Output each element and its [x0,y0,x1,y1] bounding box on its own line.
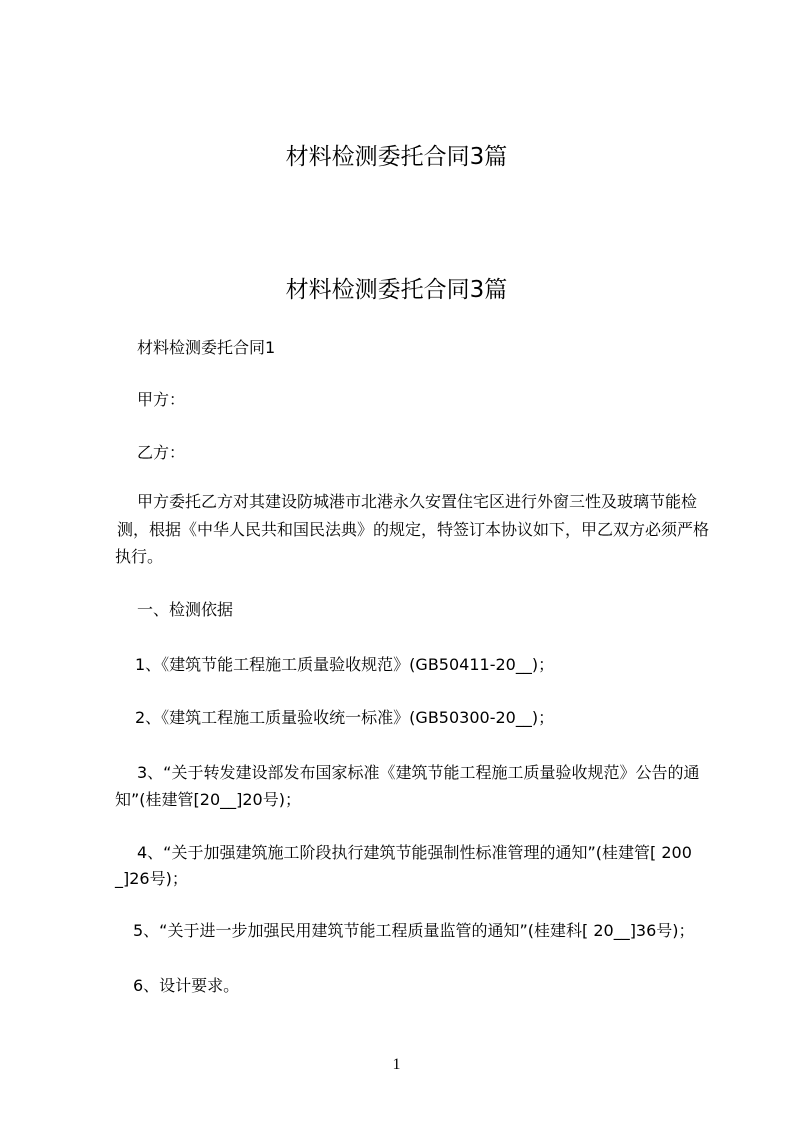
section-heading: 一、检测依据 [137,600,234,619]
basis-item-cont: _]26号)； [115,869,188,888]
basis-item: 5、“关于进一步加强民用建筑节能工程质量监管的通知”(桂建科[ 20__]36号)； [133,921,695,940]
party-b-label: 乙方： [137,443,186,462]
page-number: 1 [392,1056,401,1073]
contract-subtitle: 材料检测委托合同1 [137,338,276,357]
basis-item: 1、《建筑节能工程施工质量验收规范》(GB50411-20__)； [135,655,555,674]
basis-item: 3、“关于转发建设部发布国家标准《建筑节能工程施工质量验收规范》公告的通 [137,763,700,782]
intro-line: 执行。 [115,547,164,566]
document-title: 材料检测委托合同3篇 [285,144,508,170]
intro-line: 甲方委托乙方对其建设防城港市北港永久安置住宅区进行外窗三性及玻璃节能检 [137,492,698,511]
basis-item-cont: 知”(桂建管[20__]20号)； [115,790,301,809]
contract-heading: 材料检测委托合同3篇 [285,277,508,303]
basis-item: 6、设计要求。 [133,976,240,995]
party-a-label: 甲方： [137,390,186,409]
intro-line: 测，根据《中华人民共和国民法典》的规定，特签订本协议如下，甲乙双方必须严格 [117,520,710,539]
basis-item: 4、“关于加强建筑施工阶段执行建筑节能强制性标准管理的通知”(桂建管[ 200 [137,843,692,862]
basis-item: 2、《建筑工程施工质量验收统一标准》(GB50300-20__)； [135,708,555,727]
